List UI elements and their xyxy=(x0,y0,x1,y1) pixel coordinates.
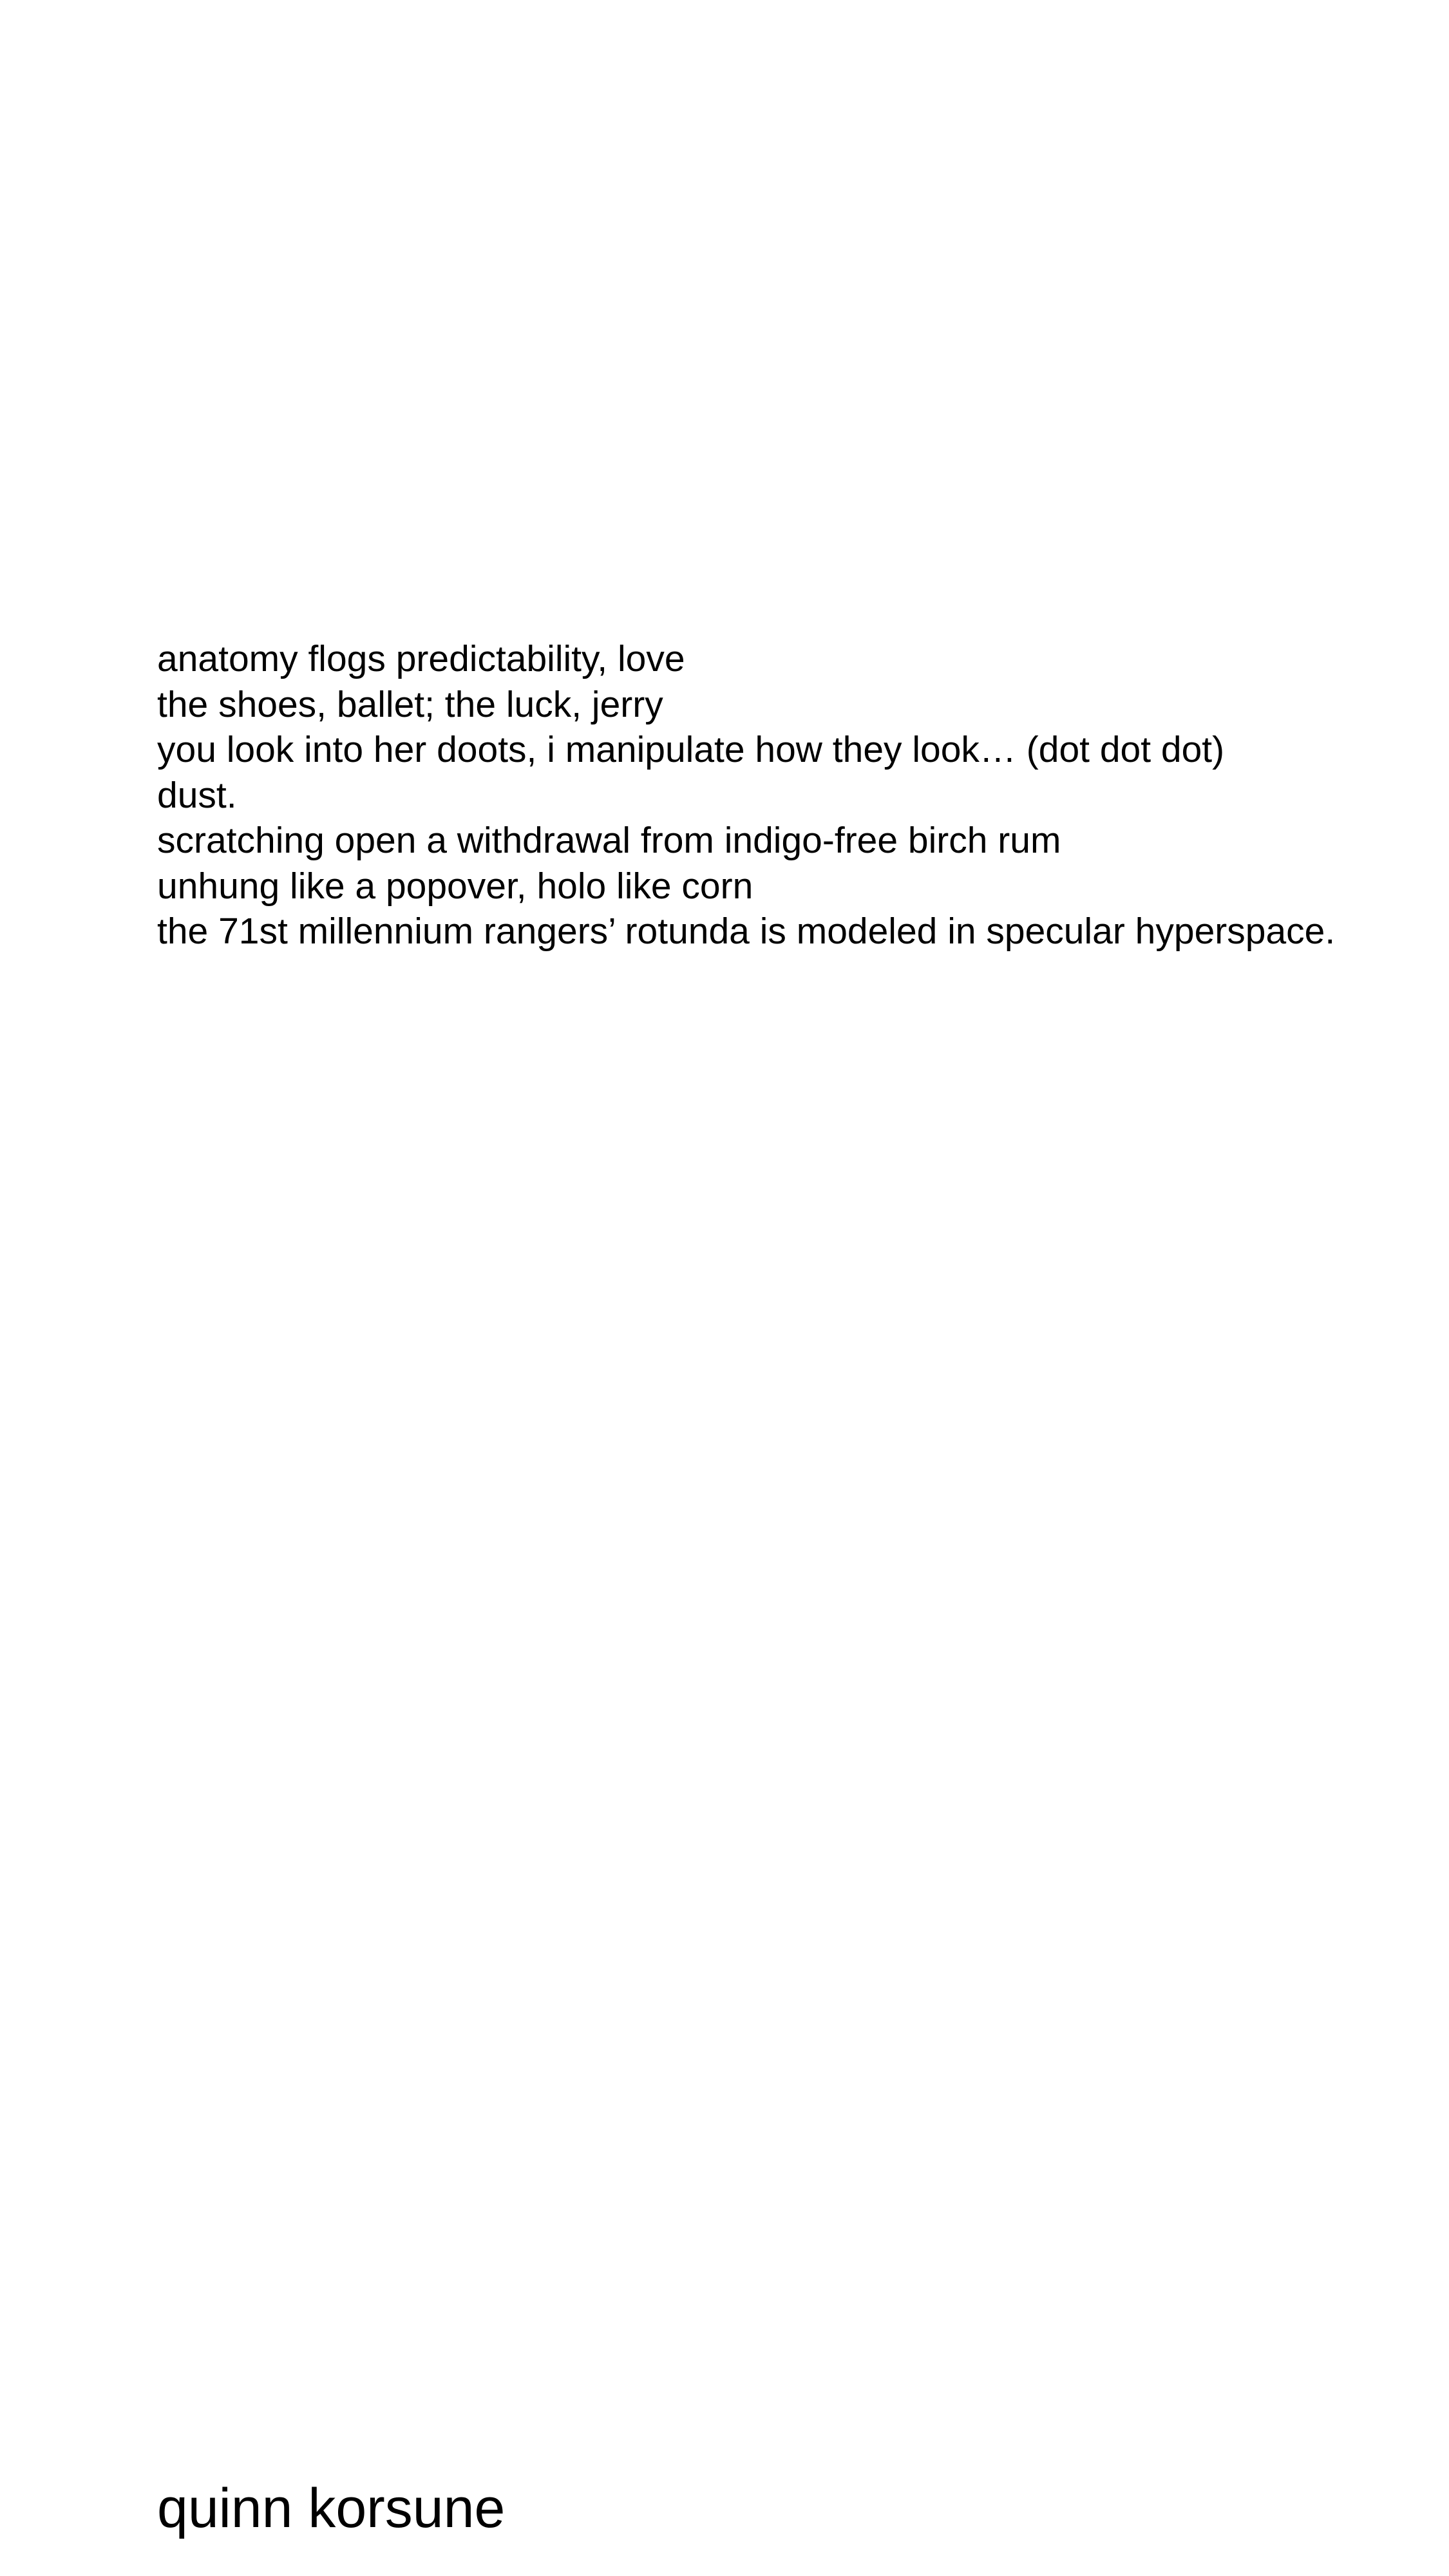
poem-line: unhung like a popover, holo like corn xyxy=(157,865,753,907)
poem-line: scratching open a withdrawal from indigo-free birch rum xyxy=(157,820,1061,861)
poem-line: you look into her doots, i manipulate how they look… (dot dot dot) xyxy=(157,729,1225,770)
poem-line: the 71st millennium rangers’ rotunda is modeled in specular hyperspace. xyxy=(157,911,1336,952)
poem-line: anatomy flogs predictability, love xyxy=(157,638,685,679)
poem-body xyxy=(157,636,1335,954)
author-name: quinn korsune xyxy=(157,2477,506,2539)
poem-line: the shoes, ballet; the luck, jerry xyxy=(157,683,663,725)
poem-line: dust. xyxy=(157,774,237,816)
